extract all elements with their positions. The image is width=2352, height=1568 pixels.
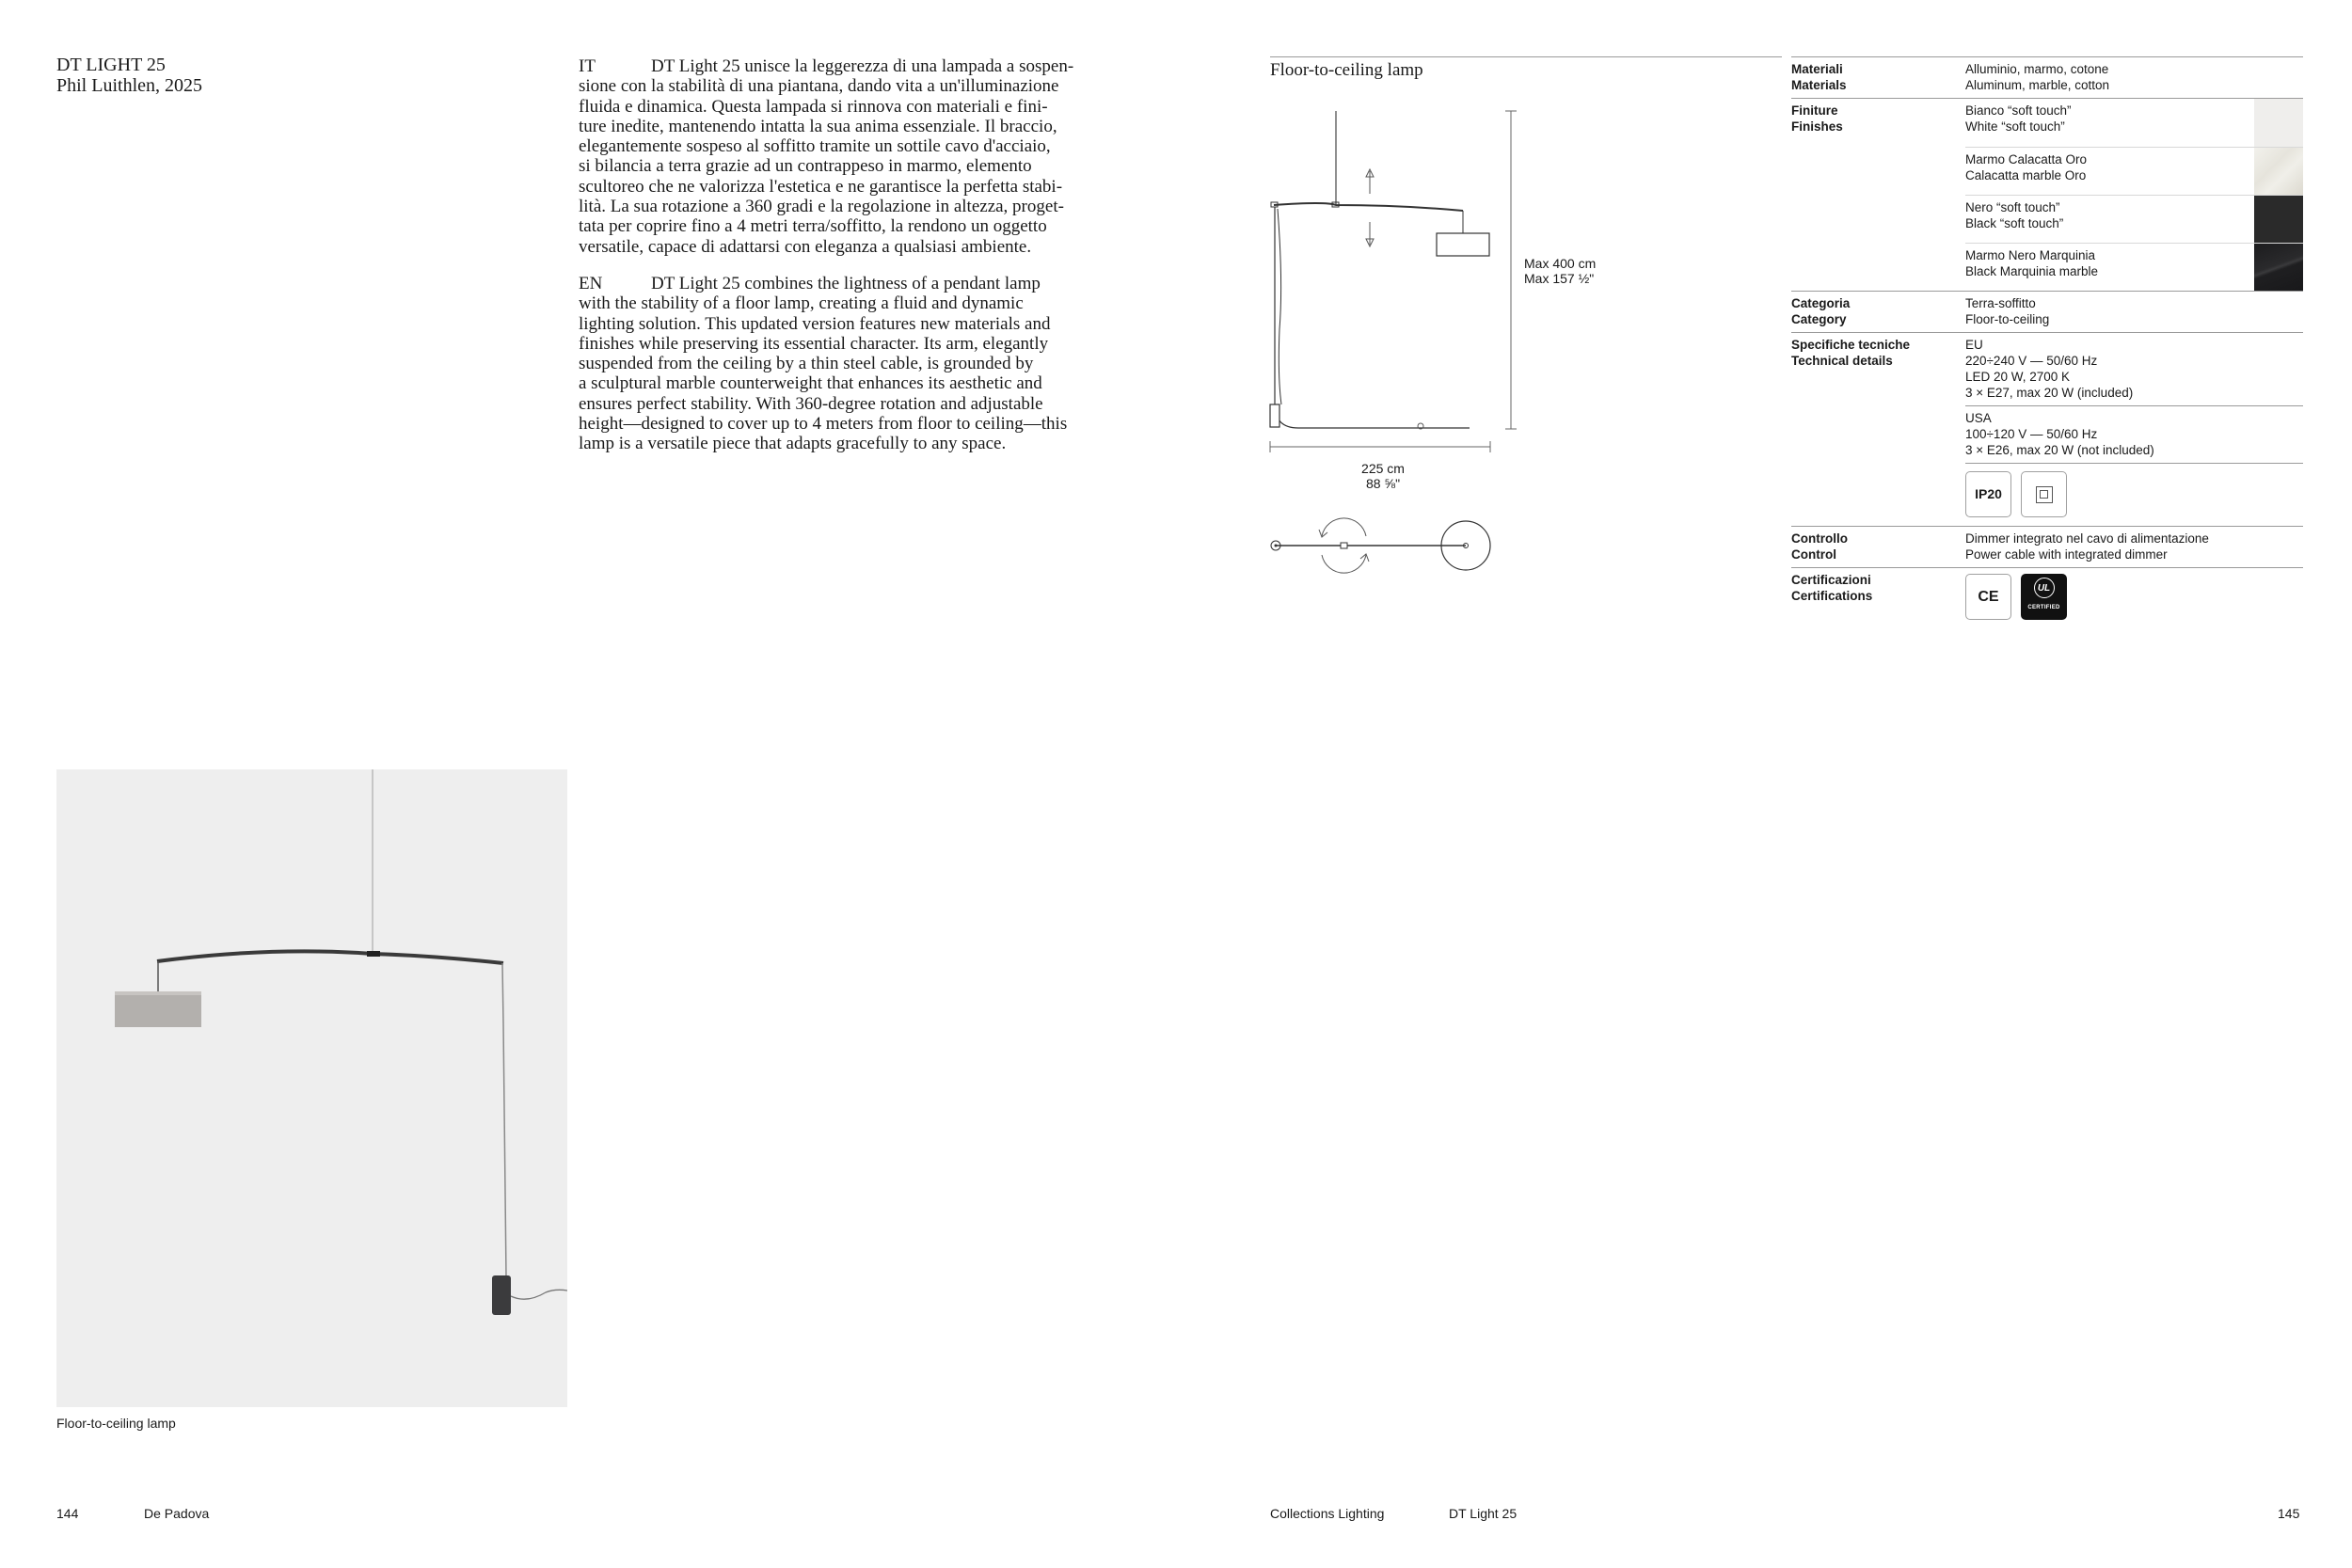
spec-label: Categoria Category xyxy=(1791,296,1851,326)
width-dimension xyxy=(1336,461,1430,491)
text-line: si bilancia a terra grazie ad un contrappeso in marmo, elemento xyxy=(579,156,1032,177)
product-header xyxy=(56,55,202,96)
width-cm: 225 cm xyxy=(1361,461,1405,476)
tech-eu: EU 220÷240 V — 50/60 Hz LED 20 W, 2700 K 3 × E27, max 20 W (included) xyxy=(1965,338,2134,400)
spec-row-category xyxy=(1791,291,2303,332)
spec-row-certifications xyxy=(1791,567,2303,628)
finish-swatch xyxy=(2254,99,2303,147)
spec-value: Alluminio, marmo, cotone Aluminum, marble, cotton xyxy=(1965,62,2110,92)
width-in: 88 ⅝" xyxy=(1365,476,1401,491)
text-line: lità. La sua rotazione a 360 gradi e la regolazione in altezza, proget- xyxy=(579,197,1064,217)
finish-swatch xyxy=(2254,244,2303,291)
footer-brand: De Padova xyxy=(144,1506,210,1521)
text-line: elegantemente sospeso al soffitto tramite un sottile cavo d'acciaio, xyxy=(579,136,1051,157)
photo-caption: Floor-to-ceiling lamp xyxy=(56,1416,176,1431)
finish-item: Nero “soft touch” Black “soft touch” xyxy=(1965,195,2303,243)
text-line: IT DT Light 25 unisce la leggerezza di una lampada a sospen- xyxy=(579,56,1074,76)
tech-badges xyxy=(1965,463,2303,526)
height-cm: Max 400 cm xyxy=(1524,256,1597,271)
footer-section: Collections Lighting xyxy=(1270,1506,1385,1521)
lang-label-en: EN xyxy=(579,274,603,293)
text-line: ture inedite, mantenendo intatta la sua anima essenziale. Il braccio, xyxy=(579,116,1057,136)
finish-swatch xyxy=(2254,196,2303,243)
spec-label: Certificazioni Certifications xyxy=(1791,573,1873,603)
page-number-right: 145 xyxy=(2278,1506,2300,1521)
finish-item: Marmo Calacatta Oro Calacatta marble Oro xyxy=(1965,147,2303,195)
text-line: sione con la stabilità di una piantana, dando vita a un'illuminazione xyxy=(579,76,1059,97)
finishes-list xyxy=(1965,103,2303,291)
description-it xyxy=(579,56,1091,257)
text-line: tata per coprire fino a 4 metri terra/soffitto, la rendono un oggetto xyxy=(579,216,1047,237)
tech-usa: USA 100÷120 V — 50/60 Hz 3 × E26, max 20 W (not included) xyxy=(1965,405,2303,463)
description-en xyxy=(579,274,1091,454)
product-photo xyxy=(56,769,567,1407)
spec-table xyxy=(1791,56,2303,628)
text-line: fluida e dinamica. Questa lampada si rinnova con materiali e fini- xyxy=(579,96,1048,117)
text-line: height—designed to cover up to 4 meters from floor to ceiling—this xyxy=(579,414,1068,435)
drawing-divider xyxy=(1270,56,1782,57)
spec-row-technical xyxy=(1791,332,2303,526)
spec-row-finishes xyxy=(1791,98,2303,291)
spec-label: Materiali Materials xyxy=(1791,62,1847,92)
text-line: finishes while preserving its essential character. Its arm, elegantly xyxy=(579,333,1049,354)
spec-row-control xyxy=(1791,526,2303,567)
ul-certified-icon: UL CERTIFIED xyxy=(2021,574,2067,620)
product-name: DT LIGHT 25 xyxy=(56,55,166,75)
height-in: Max 157 ½" xyxy=(1524,271,1595,286)
drawing-title: Floor-to-ceiling lamp xyxy=(1270,60,1423,80)
height-dimension xyxy=(1524,256,1596,286)
spec-value: Terra-soffitto Floor-to-ceiling xyxy=(1965,296,2050,326)
elevation-drawing xyxy=(1261,94,1637,583)
ce-mark-icon: CE xyxy=(1965,574,2011,620)
finish-item: Marmo Nero Marquinia Black Marquinia marble xyxy=(1965,243,2303,291)
text-line: suspended from the ceiling by a thin steel cable, is grounded by xyxy=(579,354,1034,374)
spec-row-materials xyxy=(1791,56,2303,98)
finish-item: Bianco “soft touch” White “soft touch” xyxy=(1965,103,2303,147)
lang-label-it: IT xyxy=(579,56,596,76)
technical-details xyxy=(1965,337,2303,526)
page-number-left: 144 xyxy=(56,1506,79,1521)
finish-swatch xyxy=(2254,148,2303,195)
text-line: versatile, capace di adattarsi con eleganza a qualsiasi ambiente. xyxy=(579,236,1032,257)
spec-label: Specifiche tecniche Technical details xyxy=(1791,338,1911,368)
footer-product: DT Light 25 xyxy=(1449,1506,1518,1521)
certification-badges xyxy=(1965,572,2303,624)
spec-label: Controllo Control xyxy=(1791,531,1848,562)
ip20-badge: IP20 xyxy=(1965,471,2011,517)
text-line: scultoreo che ne valorizza l'estetica e ne garantisce la perfetta stabi- xyxy=(579,176,1063,197)
technical-drawing xyxy=(1261,94,1637,583)
double-insulation-icon xyxy=(2021,471,2067,517)
lamp-photo-illustration xyxy=(56,769,567,1407)
text-line: with the stability of a floor lamp, creating a fluid and dynamic xyxy=(579,293,1024,314)
text-line: a sculptural marble counterweight that enhances its aesthetic and xyxy=(579,373,1042,394)
text-line: lighting solution. This updated version features new materials and xyxy=(579,313,1051,334)
text-line: EN DT Light 25 combines the lightness of a pendant lamp xyxy=(579,274,1041,293)
spec-label: Finiture Finishes xyxy=(1791,103,1843,134)
designer-year: Phil Luithlen, 2025 xyxy=(56,75,202,96)
text-line: lamp is a versatile piece that adapts gracefully to any space. xyxy=(579,434,1007,454)
text-line: ensures perfect stability. With 360-degree rotation and adjustable xyxy=(579,393,1043,414)
spec-value: Dimmer integrato nel cavo di alimentazione Power cable with integrated dimmer xyxy=(1965,531,2209,562)
